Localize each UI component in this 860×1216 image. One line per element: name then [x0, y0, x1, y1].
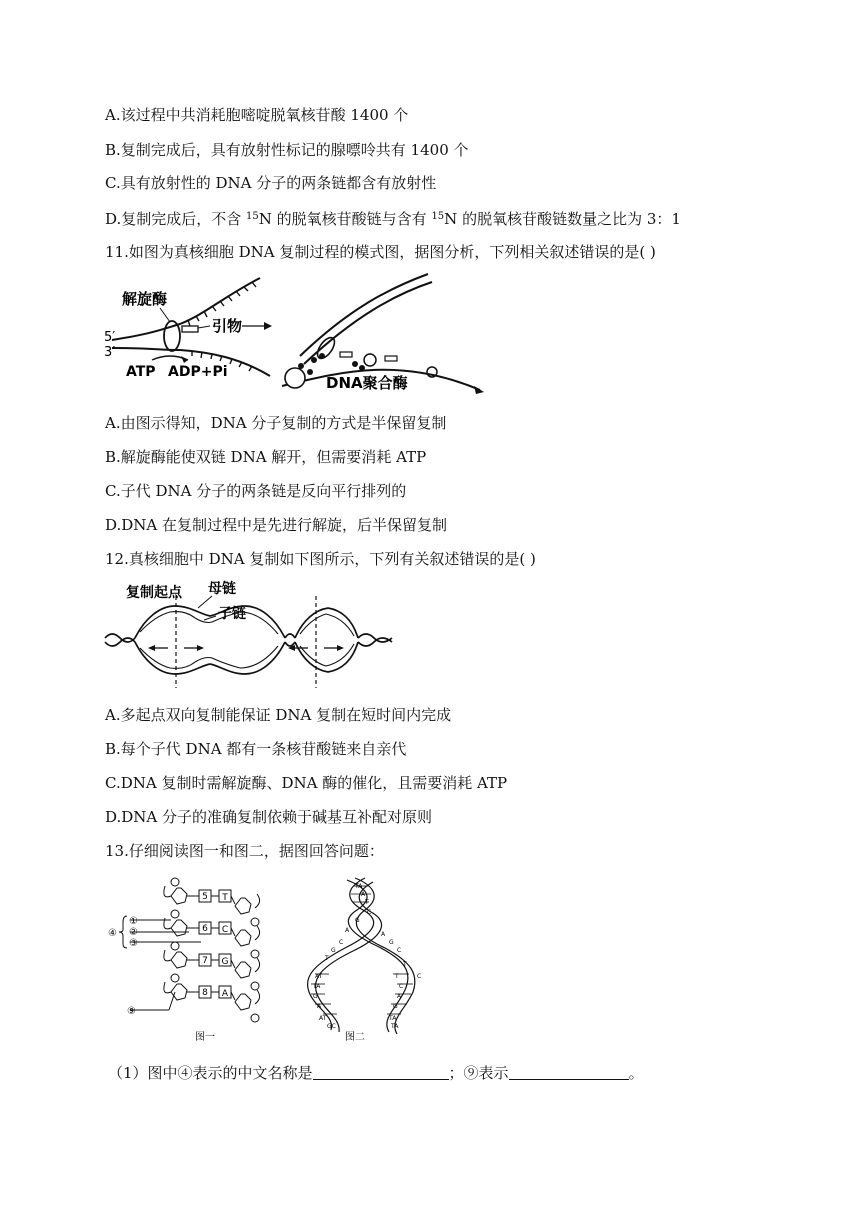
- helicase-label: 解旋酶: [122, 290, 168, 308]
- polymerase-label: DNA聚合酶: [326, 374, 408, 392]
- svg-text:T: T: [403, 961, 407, 968]
- answer-blank-9[interactable]: [509, 1065, 629, 1080]
- figure-one-caption: 图一: [195, 1032, 215, 1043]
- svg-text:TA: TA: [391, 1023, 399, 1030]
- daughter-strand-label: 子链: [218, 606, 246, 622]
- svg-text:G: G: [355, 917, 360, 924]
- svg-text:AT: AT: [315, 973, 323, 980]
- q13-subquestion-1: [108, 1063, 644, 1083]
- pair-number-8: 8: [202, 988, 208, 998]
- svg-text:TA: TA: [389, 1015, 397, 1022]
- answer-blank-4[interactable]: [313, 1065, 449, 1080]
- q13-stem: 13.仔细阅读图一和图二，据图回答问题：: [105, 842, 384, 860]
- primer-block: [182, 326, 198, 332]
- sub1-prompt-a: （1）图中④表示的中文名称是: [108, 1064, 313, 1082]
- svg-text:C: C: [399, 983, 404, 990]
- svg-text:TA: TA: [313, 983, 321, 990]
- sub1-prompt-b: ；⑨表示: [448, 1064, 509, 1082]
- svg-text:A: A: [361, 891, 366, 898]
- q10-option-d: [105, 207, 681, 229]
- svg-text:C: C: [339, 939, 344, 946]
- q12-stem: 12.真核细胞中 DNA 复制如下图所示，下列有关叙述错误的是( ): [105, 550, 536, 568]
- origin-label: 复制起点: [126, 585, 182, 601]
- parent-strand-label: 母链: [208, 581, 236, 597]
- base-t: T: [222, 893, 228, 903]
- svg-text:C: C: [417, 973, 422, 980]
- q10-option-b: B.复制完成后，具有放射性标记的腺嘌呤共有 1400 个: [105, 141, 469, 159]
- label-4: ④: [108, 928, 117, 939]
- svg-text:C: C: [397, 947, 402, 954]
- bubble-1-top: [135, 606, 210, 638]
- svg-text:TA: TA: [355, 883, 363, 890]
- base-a: A: [221, 989, 229, 999]
- svg-text:G: G: [331, 947, 336, 954]
- q12-option-c: C.DNA 复制时需解旋酶、DNA 酶的催化，且需要消耗 ATP: [105, 774, 508, 792]
- replication-bubbles-figure: [100, 576, 400, 694]
- q10-option-d-part3: N 的脱氧核苷酸链数量之比为 3：1: [444, 210, 681, 228]
- svg-text:C: C: [367, 909, 372, 916]
- label-3: ③: [129, 938, 138, 949]
- q10-option-c: C.具有放射性的 DNA 分子的两条链都含有放射性: [105, 174, 437, 192]
- q12-option-d: D.DNA 分子的准确复制依赖于碱基互补配对原则: [105, 808, 433, 826]
- replication-fork-figure: [100, 268, 500, 398]
- q11-option-b: B.解旋酶能使双链 DNA 解开，但需要消耗 ATP: [105, 448, 427, 466]
- figure-two-double-helix: [285, 874, 435, 1046]
- figure-one-dna-structure: [105, 874, 265, 1046]
- q10-option-d-part1: D.复制完成后，不含: [105, 210, 247, 228]
- atp-label: ATP: [126, 364, 156, 380]
- svg-text:AT: AT: [319, 1015, 327, 1022]
- adp-label: ADP+Pi: [168, 364, 228, 380]
- pair-number-5: 5: [202, 892, 208, 902]
- svg-text:A: A: [345, 927, 350, 934]
- base-g: G: [221, 957, 229, 967]
- base-c: C: [221, 925, 229, 935]
- sub1-end-punct: 。: [628, 1064, 644, 1082]
- q10-option-d-part2: N 的脱氧核苷酸链与含有: [258, 210, 432, 228]
- dna-duplex-middle: [285, 634, 295, 638]
- primer-label: 引物: [212, 317, 243, 335]
- svg-text:G: G: [313, 993, 318, 1000]
- q11-option-a: A.由图示得知，DNA 分子复制的方式是半保留复制: [105, 414, 447, 432]
- q12-option-b: B.每个子代 DNA 都有一条核苷酸链来自亲代: [105, 740, 407, 758]
- svg-text:T: T: [325, 955, 329, 962]
- q11-option-c: C.子代 DNA 分子的两条链是反向平行排列的: [105, 482, 407, 500]
- q10-option-a: A.该过程中共消耗胞嘧啶脱氧核苷酸 1400 个: [105, 106, 409, 124]
- svg-text:T: T: [365, 899, 369, 906]
- svg-text:A: A: [381, 931, 386, 938]
- svg-text:A: A: [317, 1003, 322, 1010]
- q12-option-a: A.多起点双向复制能保证 DNA 复制在短时间内完成: [105, 706, 452, 724]
- polymerase-blob: [285, 368, 305, 388]
- pair-number-6: 6: [202, 924, 208, 934]
- svg-text:GC: GC: [327, 1023, 336, 1030]
- figure-two-caption: 图二: [345, 1032, 365, 1043]
- label-9: ⑨: [127, 1006, 136, 1017]
- svg-text:A: A: [397, 993, 402, 1000]
- three-prime-label: 3′: [104, 345, 116, 360]
- svg-text:G: G: [393, 1003, 398, 1010]
- isotope-superscript: 15: [246, 211, 259, 222]
- svg-text:T: T: [395, 973, 399, 980]
- q11-option-d: D.DNA 在复制过程中是先进行解旋，后半保留复制: [105, 516, 448, 534]
- isotope-superscript: 15: [431, 211, 445, 222]
- five-prime-label: 5′: [104, 330, 116, 345]
- q11-stem: 11.如图为真核细胞 DNA 复制过程的模式图，据图分析，下列相关叙述错误的是( ): [105, 243, 656, 261]
- sugar-1: [171, 888, 187, 904]
- label-2: ②: [129, 927, 138, 938]
- label-1: ①: [129, 916, 138, 927]
- svg-text:G: G: [389, 939, 394, 946]
- pair-number-7: 7: [202, 956, 208, 966]
